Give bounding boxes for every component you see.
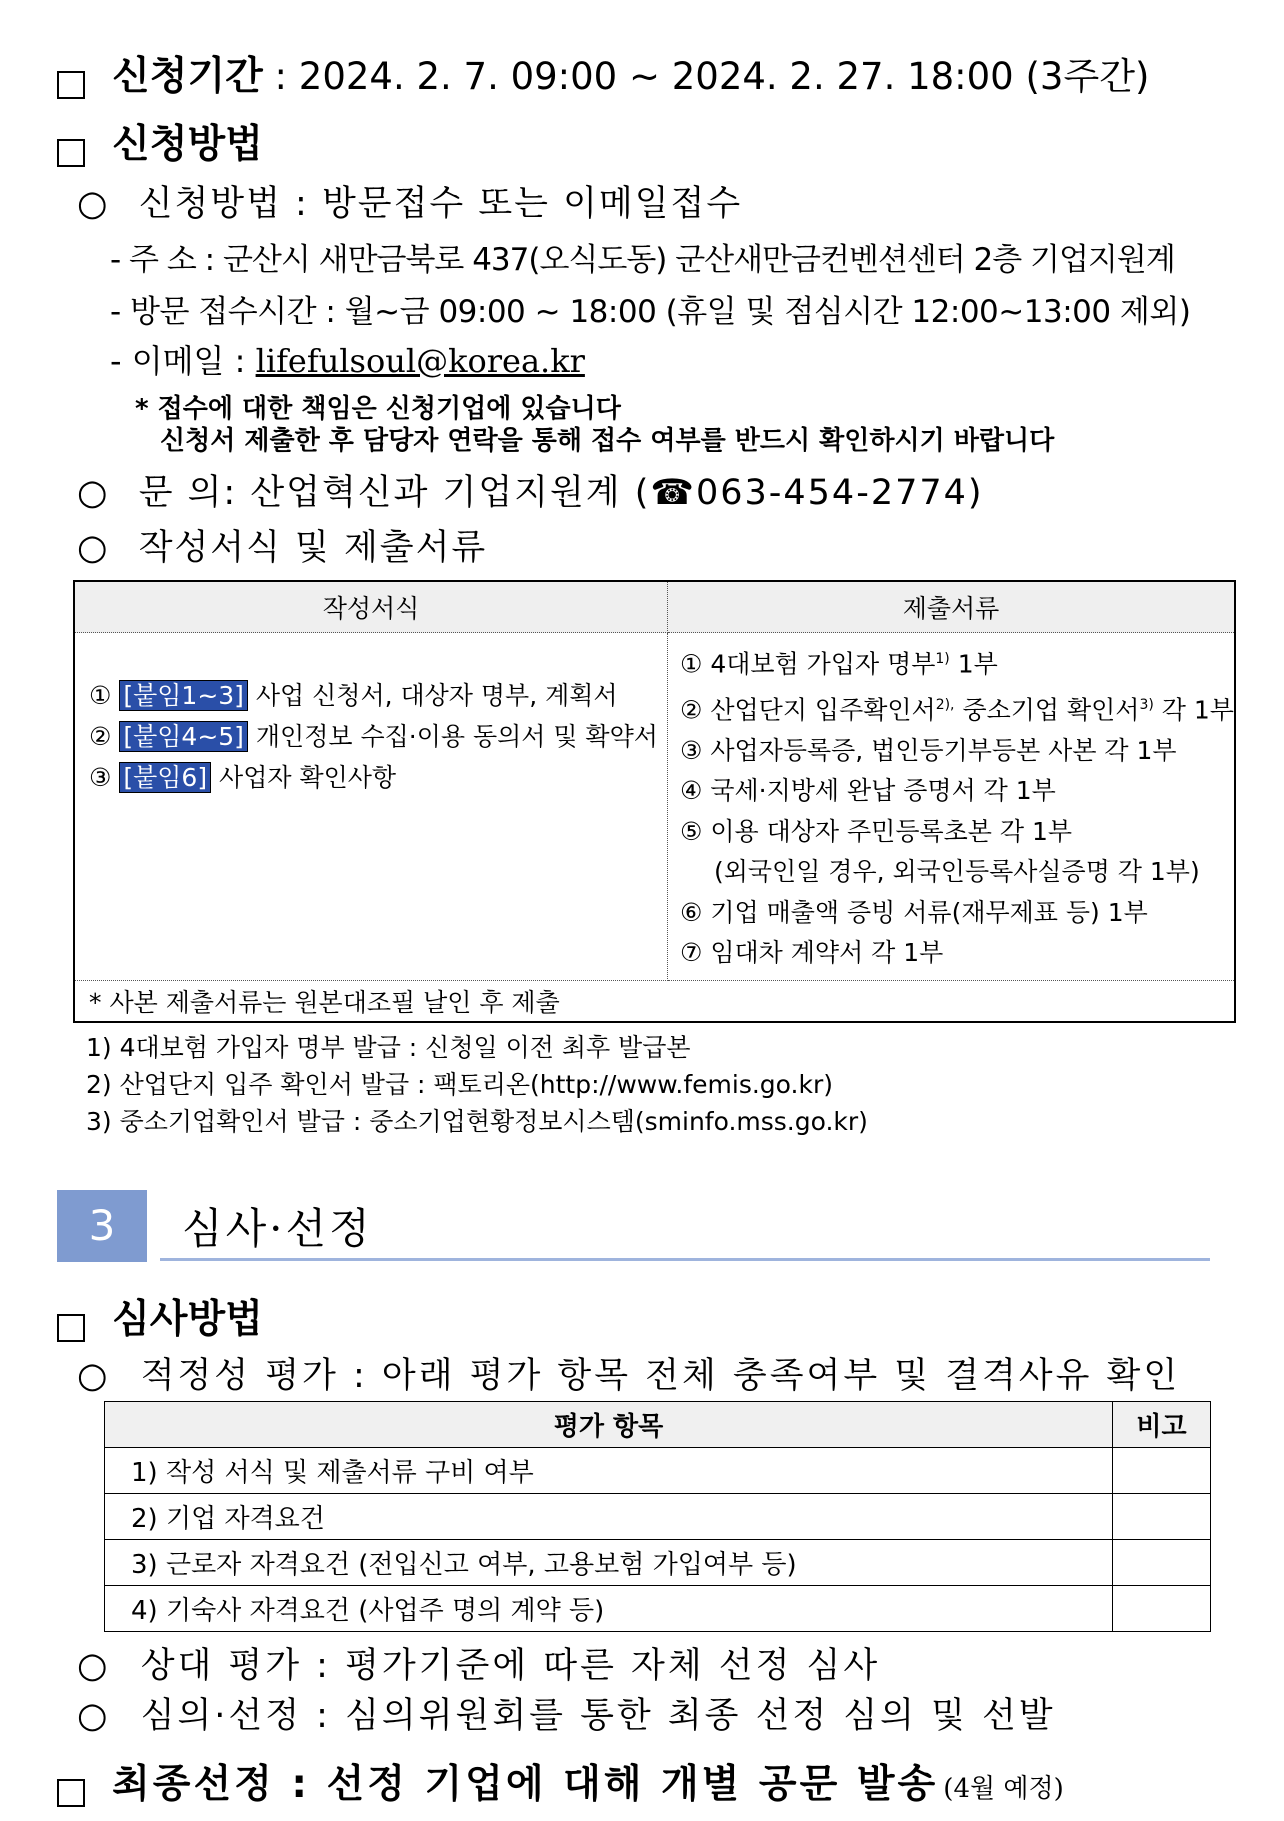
doc-item: ⑥ 기업 매출액 증빙 서류(재무제표 등) 1부 bbox=[680, 897, 1148, 927]
section-number: 3 bbox=[57, 1190, 147, 1262]
email-link[interactable]: lifefulsoul@korea.kr bbox=[255, 342, 585, 380]
period-heading: 신청기간 bbox=[112, 54, 263, 99]
note-responsibility: * 접수에 대한 책임은 신청기업에 있습니다 bbox=[135, 394, 621, 424]
doc-item: ⑦ 임대차 계약서 각 1부 bbox=[680, 938, 944, 968]
footnote-2: 2) 산업단지 입주 확인서 발급 : 팩토리온(http://www.femis.go.kr) bbox=[86, 1070, 833, 1099]
footnote-1: 1) 4대보험 가입자 명부 발급 : 신청일 이전 최후 발급본 bbox=[86, 1033, 691, 1062]
period-line bbox=[57, 45, 1149, 101]
bullet-circle-icon: ○ bbox=[77, 528, 110, 568]
note-confirm: 신청서 제출한 후 담당자 연락을 통해 접수 여부를 반드시 확인하시기 바랍니다 bbox=[160, 426, 1055, 456]
checkbox-square-icon bbox=[57, 1314, 85, 1342]
attachment-tag: [붙임6] bbox=[119, 762, 211, 793]
attachment-tag: [붙임4~5] bbox=[119, 721, 248, 752]
footnote-3: 3) 중소기업확인서 발급 : 중소기업현황정보시스템(sminfo.mss.go.kr) bbox=[86, 1107, 868, 1136]
final-selection-line bbox=[57, 1753, 1064, 1809]
doc-item: ② 산업단지 입주확인서$^{2),}$ 중소기업 확인서$^{3)}$ 각 1부 bbox=[680, 695, 1234, 725]
bullet-circle-icon: ○ bbox=[77, 184, 110, 224]
address-line: - 주 소 : 군산시 새만금북로 437(오식도동) 군산새만금컨벤션센터 2층 기업지원계 bbox=[110, 242, 1175, 278]
eval-col-remarks: 비고 bbox=[1113, 1402, 1211, 1448]
table-row: 2) 기업 자격요건 bbox=[105, 1494, 1211, 1540]
checkbox-square-icon bbox=[57, 71, 85, 99]
forms-cell bbox=[74, 633, 668, 981]
docs-cell bbox=[668, 633, 1236, 981]
bullet-circle-icon: ○ bbox=[77, 1646, 111, 1686]
doc-item: ① 4대보험 가입자 명부$^{1)}$ 1부 bbox=[680, 649, 998, 679]
checkbox-square-icon bbox=[57, 139, 85, 167]
table-row: 1) 작성 서식 및 제출서류 구비 여부 bbox=[105, 1448, 1211, 1494]
review-heading: 심사방법 bbox=[112, 1297, 263, 1342]
section-title: 심사·선정 bbox=[182, 1204, 373, 1253]
review-item-deliberation: ○ 심의·선정 : 심의위원회를 통한 최종 선정 심의 및 선발 bbox=[77, 1696, 1056, 1736]
table-footer-note: * 사본 제출서류는 원본대조필 날인 후 제출 bbox=[74, 980, 1235, 1022]
review-item-relative: ○ 상대 평가 : 평가기준에 따른 자체 선정 심사 bbox=[77, 1646, 881, 1686]
col-docs-header: 제출서류 bbox=[668, 581, 1236, 633]
period-value: : 2024. 2. 7. 09:00 ~ 2024. 2. 27. 18:00 (3주간) bbox=[262, 55, 1150, 98]
form-item: ③ [붙임6] 사업자 확인사항 bbox=[89, 763, 397, 792]
review-item-suitability: ○ 적정성 평가 : 아래 평가 항목 전체 충족여부 및 결격사유 확인 bbox=[77, 1356, 1181, 1396]
final-note: (4월 예정) bbox=[943, 1774, 1064, 1804]
documents-table bbox=[73, 580, 1236, 1023]
table-row: 3) 근로자 자격요건 (전입신고 여부, 고용보험 가입여부 등) bbox=[105, 1540, 1211, 1586]
doc-item: ⑤ 이용 대상자 주민등록초본 각 1부 bbox=[680, 816, 1073, 846]
method-item: ○ 신청방법 : 방문접수 또는 이메일접수 bbox=[77, 184, 743, 224]
doc-item: (외국인일 경우, 외국인등록사실증명 각 1부) bbox=[714, 857, 1200, 887]
review-heading-line bbox=[57, 1288, 263, 1344]
email-line: - 이메일 : lifefulsoul@korea.kr bbox=[110, 342, 585, 380]
section-underline bbox=[160, 1258, 1210, 1261]
eval-col-items: 평가 항목 bbox=[105, 1402, 1113, 1448]
bullet-circle-icon: ○ bbox=[77, 473, 110, 513]
final-heading: 최종선정 : 선정 기업에 대해 개별 공문 발송 bbox=[112, 1762, 939, 1807]
table-row: 4) 기숙사 자격요건 (사업주 명의 계약 등) bbox=[105, 1586, 1211, 1632]
doc-item: ④ 국세·지방세 완납 증명서 각 1부 bbox=[680, 776, 1056, 806]
checkbox-square-icon bbox=[57, 1779, 85, 1807]
bullet-circle-icon: ○ bbox=[77, 1696, 111, 1736]
evaluation-table bbox=[104, 1401, 1211, 1632]
attachment-tag: [붙임1~3] bbox=[119, 680, 248, 711]
method-heading: 신청방법 bbox=[112, 122, 263, 167]
form-item: ② [붙임4~5] 개인정보 수집·이용 동의서 및 확약서 bbox=[89, 722, 658, 751]
doc-item: ③ 사업자등록증, 법인등기부등본 사본 각 1부 bbox=[680, 735, 1177, 765]
method-heading-line bbox=[57, 113, 263, 169]
form-item: ① [붙임1~3] 사업 신청서, 대상자 명부, 계획서 bbox=[89, 681, 618, 710]
bullet-circle-icon: ○ bbox=[77, 1356, 111, 1396]
inquiry-item: ○ 문 의: 산업혁신과 기업지원계 (☎063-454-2774) bbox=[77, 473, 984, 513]
hours-line: - 방문 접수시간 : 월~금 09:00 ~ 18:00 (휴일 및 점심시간 12:00~13:00 제외) bbox=[110, 294, 1191, 330]
col-forms-header: 작성서식 bbox=[74, 581, 668, 633]
forms-heading-item: ○ 작성서식 및 제출서류 bbox=[77, 528, 488, 568]
